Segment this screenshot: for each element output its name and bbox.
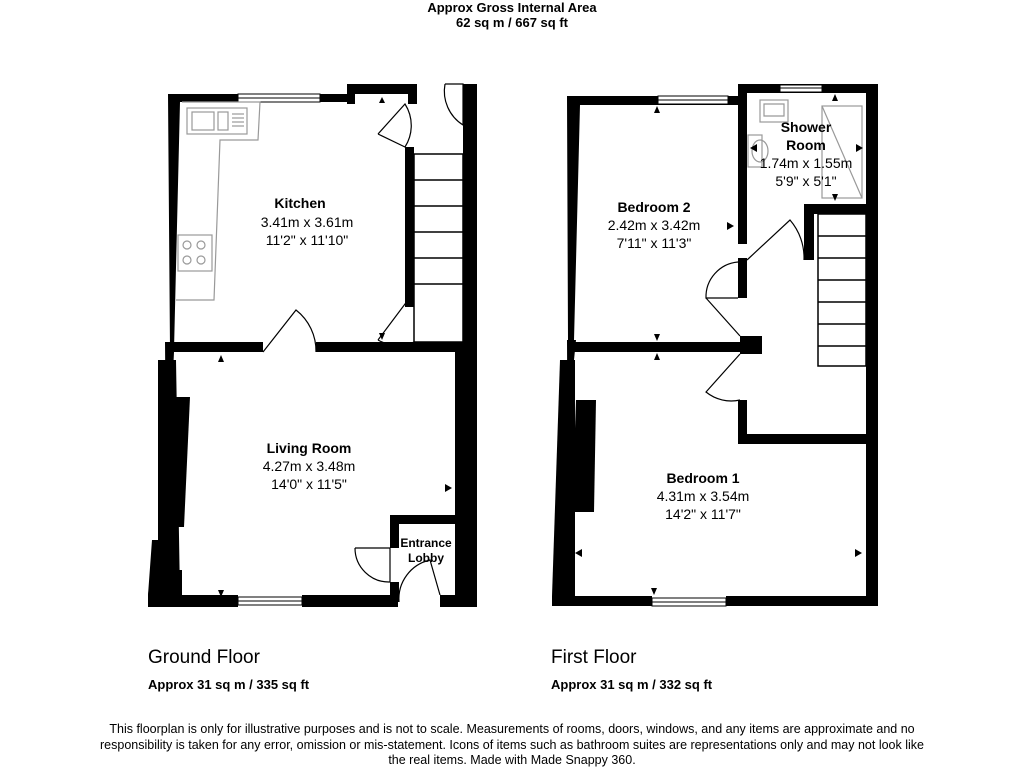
living-room-metric: 4.27m x 3.48m — [262, 458, 356, 474]
bedroom-1-imperial: 14'2" x 11'7" — [665, 506, 741, 522]
bedroom-1-name: Bedroom 1 — [666, 470, 740, 486]
kitchen-counters — [176, 102, 260, 300]
shower-room-imperial: 5'9" x 5'1" — [775, 173, 837, 189]
shower-room-name-line2: Room — [786, 137, 826, 153]
first-floor-plan — [552, 84, 878, 606]
first-floor-stairs — [818, 214, 866, 366]
header-title: Approx Gross Internal Area — [427, 0, 597, 15]
bedroom-2-metric: 2.42m x 3.42m — [607, 217, 701, 233]
first-floor-doors — [706, 220, 804, 401]
disclaimer-text: This floorplan is only for illustrative purposes and is not to scale. Measurements of rooms, doors, windows, and any items are approximate and no responsibility is taken for any error, omission or mis-statement. Icons of items such as bathroom suites are representations only and may not look like the real items. Made with Made Snappy 360. — [100, 722, 924, 767]
header-total-area: 62 sq m / 667 sq ft — [456, 15, 568, 30]
entrance-lobby-name-line2: Lobby — [408, 551, 444, 565]
bedroom-2-imperial: 7'11" x 11'3" — [616, 235, 692, 251]
shower-room-metric: 1.74m x 1.55m — [759, 155, 853, 171]
ground-floor-plan — [148, 84, 477, 607]
first-floor-area: Approx 31 sq m / 332 sq ft — [551, 677, 713, 692]
kitchen-imperial: 11'2" x 11'10" — [265, 232, 349, 248]
bedroom-1-metric: 4.31m x 3.54m — [656, 488, 750, 504]
kitchen-name: Kitchen — [274, 195, 326, 211]
shower-room-name-line1: Shower — [780, 119, 832, 135]
living-room-name: Living Room — [266, 440, 352, 456]
entrance-lobby-name-line1: Entrance — [400, 536, 452, 550]
first-floor-title: First Floor — [551, 647, 637, 668]
living-room-imperial: 14'0" x 11'5" — [271, 476, 347, 492]
bedroom-2-name: Bedroom 2 — [617, 199, 691, 215]
kitchen-metric: 3.41m x 3.61m — [260, 214, 354, 230]
ground-floor-walls — [148, 84, 477, 607]
ground-floor-title: Ground Floor — [148, 647, 260, 668]
ground-floor-stairs — [414, 154, 463, 342]
ground-floor-area: Approx 31 sq m / 335 sq ft — [148, 677, 310, 692]
